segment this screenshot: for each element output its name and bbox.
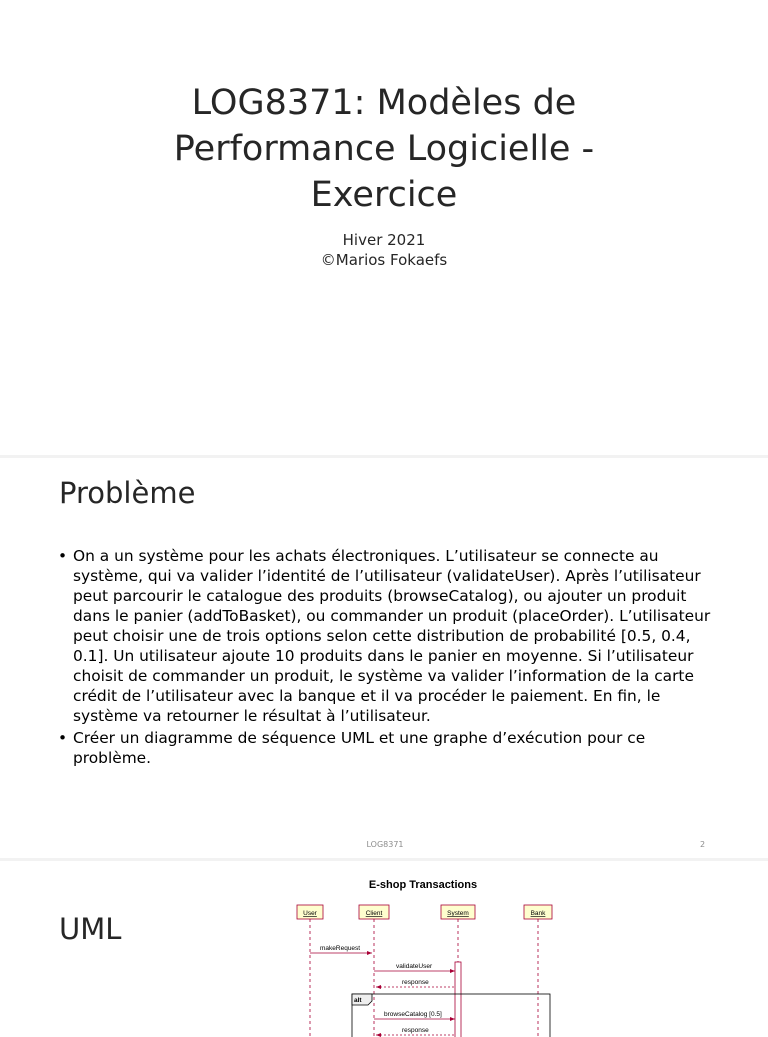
subtitle-line: Hiver 2021 [342,231,426,249]
activation-bar [455,962,461,1037]
title-line: LOG8371: Modèles de [191,83,577,123]
subtitle-line: ©Marios Fokaefs [320,251,448,269]
title-line: Performance Logicielle - [173,129,595,169]
title-line: Exercice [310,175,458,215]
message-label: browseCatalog [0.5] [384,1011,442,1018]
message-label: makeRequest [320,945,361,952]
arrowhead [376,985,381,989]
slide-title [84,80,684,218]
bullet-item: • On a un système pour les achats électroniques. L’utilisateur se connecte au système, qui va valider l’identité de l’utilisateur (validateUser). Après l’utilisateur peut parcourir le catalogue des produits (browseCatalog), ou ajouter un produit dans le panier (addToBasket), ou commander un produit (placeOrder). L’utilisateur peut choisir une de trois options selon cette distribution de probabilité [0.5, 0.4, 0.1]. Un utilisateur ajoute 10 produits dans le panier en moyenne. Si l’utilisateur choisit de commander un produit, le système va valider l’information de la carte crédit de l’utilisateur avec la banque et il va procéder le paiement. En fin, le système va retourner le résultat à l’utilisateur. [58,546,718,726]
bullet-list [58,546,718,770]
arrowhead [367,951,372,955]
bullet-item: • Créer un diagramme de séquence UML et une graphe d’exécution pour ce problème. [58,728,718,768]
uml-slide [0,862,768,1034]
message-label: response [402,1027,429,1034]
slide-footer: LOG8371 [366,840,404,849]
participant-label: Client [365,910,383,917]
diagram-title: E-shop Transactions [368,879,478,891]
participant-user [297,905,323,919]
fragment-label: alt [354,997,362,1004]
participant-label: Bank [530,910,546,917]
slide-number: 2 [700,840,706,849]
participant-bank [524,905,552,919]
problem-slide [0,458,768,858]
slide-heading: UML [59,912,122,946]
alt-fragment [352,994,550,1037]
participant-client [359,905,389,919]
arrowhead [450,1017,455,1021]
arrowhead [450,969,455,973]
slide-subtitle [184,230,584,270]
arrowhead [376,1033,381,1037]
participant-label: System [447,910,469,917]
sequence-diagram [290,877,590,1037]
message-label: response [402,979,429,986]
message-label: validateUser [396,963,433,970]
participant-label: User [303,910,317,917]
participant-system [441,905,475,919]
title-slide [0,0,768,455]
slide-heading: Problème [59,476,196,510]
slide-divider [0,858,768,861]
